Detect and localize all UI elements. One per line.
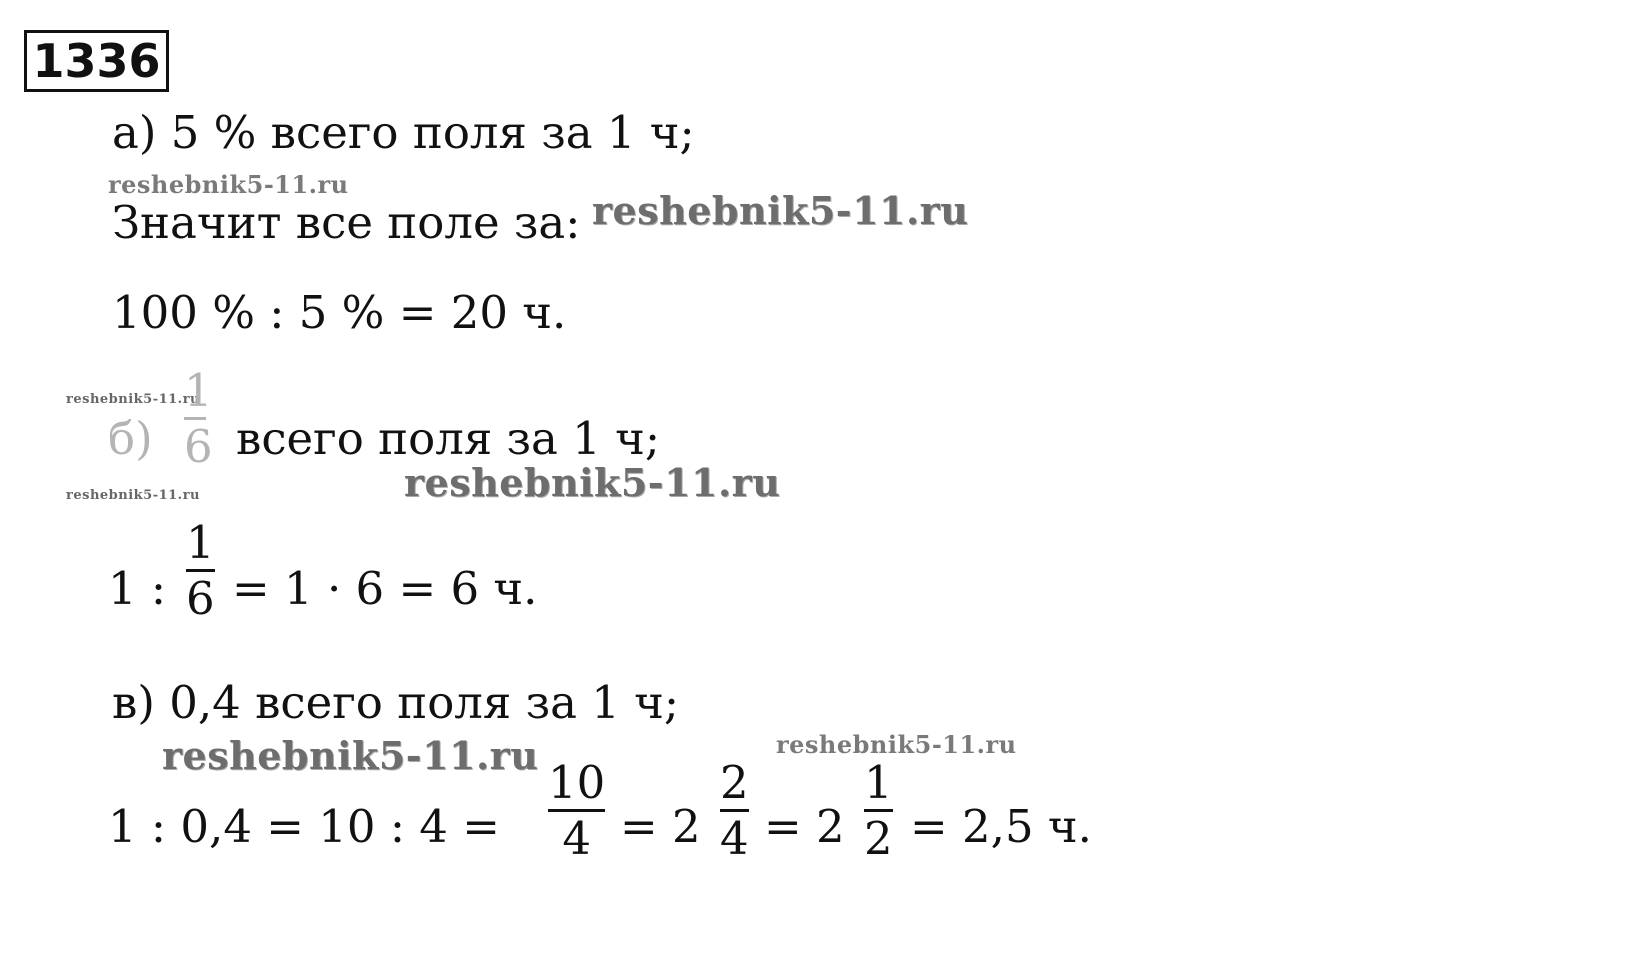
watermark: reshebnik5-11.ru (776, 730, 1017, 759)
part-c-calc-c: = 2 (764, 800, 845, 853)
part-b-frac-num: 1 (184, 364, 213, 417)
part-c-line1: в) 0,4 всего поля за 1 ч; (112, 676, 680, 729)
watermark: reshebnik5-11.ru (66, 392, 201, 407)
part-a-line3: 100 % : 5 % = 20 ч. (112, 286, 567, 339)
part-b-text: всего поля за 1 ч; (236, 412, 661, 465)
part-c-calc-b: = 2 (620, 800, 701, 853)
part-c-fraction-1 (548, 756, 606, 865)
part-b-frac-den: 6 (184, 420, 213, 473)
watermark: reshebnik5-11.ru (592, 188, 969, 233)
part-b-label: б) (108, 412, 153, 465)
part-b-calc-num: 1 (186, 516, 215, 569)
part-c-f3-num: 1 (864, 756, 893, 809)
part-b-calc-fraction (186, 516, 215, 625)
part-b-calc-right: = 1 · 6 = 6 ч. (232, 562, 538, 615)
problem-number: 1336 (24, 30, 169, 92)
part-c-f3-den: 2 (864, 812, 893, 865)
part-c-f1-den: 4 (562, 812, 591, 865)
part-b-calc-left: 1 : (108, 562, 167, 615)
watermark: reshebnik5-11.ru (108, 170, 349, 199)
part-c-f2-den: 4 (720, 812, 749, 865)
watermark: reshebnik5-11.ru (66, 488, 201, 503)
part-c-f1-num: 10 (548, 756, 606, 809)
part-c-calc-d: = 2,5 ч. (910, 800, 1092, 853)
part-a-line2: Значит все поле за: (112, 196, 581, 249)
part-c-calc-a: 1 : 0,4 = 10 : 4 = (108, 800, 500, 853)
part-b-fraction (184, 364, 213, 473)
watermark: reshebnik5-11.ru (162, 733, 539, 778)
part-c-fraction-3 (864, 756, 893, 865)
part-a-line1: а) 5 % всего поля за 1 ч; (112, 106, 695, 159)
part-b-calc-den: 6 (186, 572, 215, 625)
part-c-fraction-2 (720, 756, 749, 865)
watermark: reshebnik5-11.ru (404, 460, 781, 505)
part-c-f2-num: 2 (720, 756, 749, 809)
